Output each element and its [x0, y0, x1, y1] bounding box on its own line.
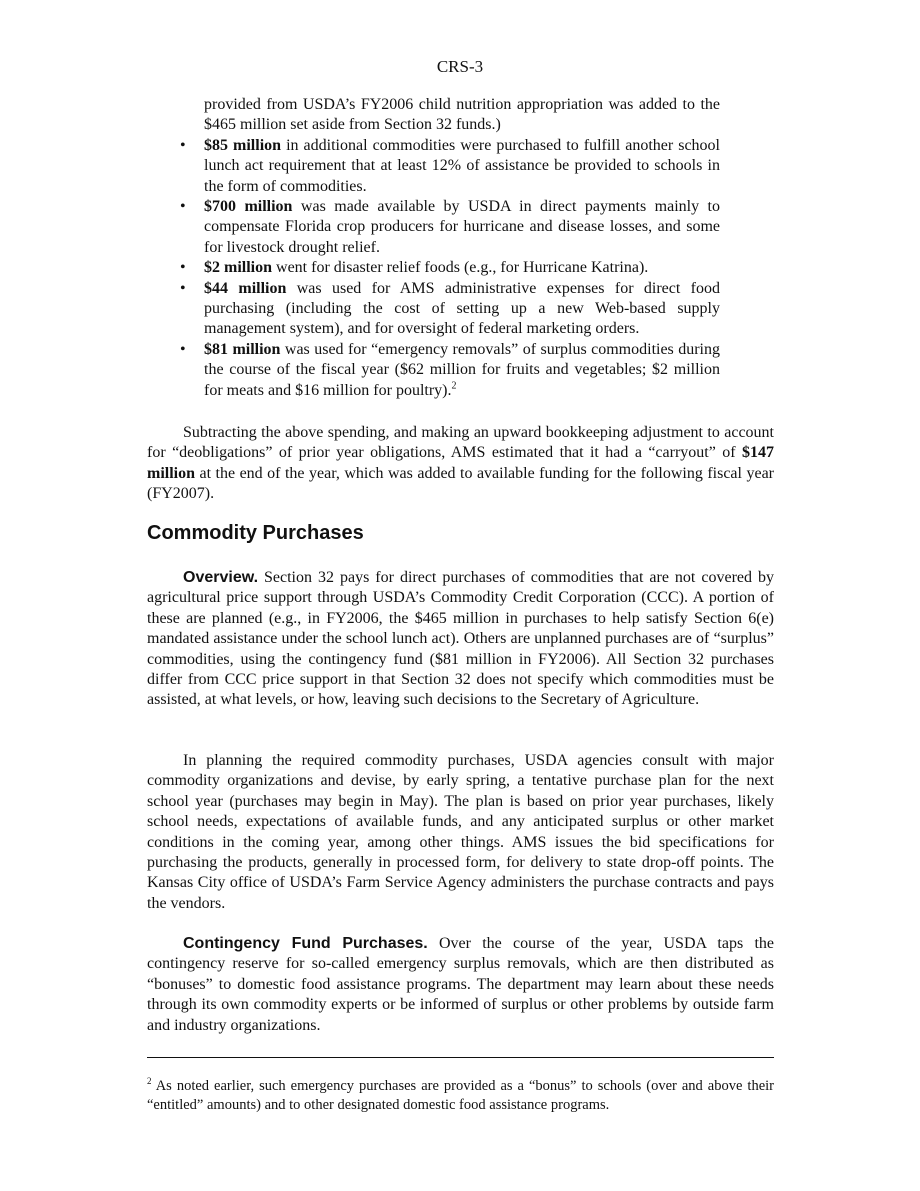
footnote-text: As noted earlier, such emergency purchases are provided as a “bonus” to schools (over and above their “entitled” amounts) and to other designated domestic food assistance programs. [147, 1078, 774, 1114]
contingency-text: Over the course of the year, USDA taps the contingency reserve for so-called emergency surplus removals, which are then distributed as “bonuses” to domestic food assistance programs. The department may learn about these needs through its own commodity experts or be informed of surplus or other problems by outside farm and industry organizations. [147, 935, 774, 1034]
bullet-dot-icon: • [180, 198, 186, 216]
section-heading-block [147, 522, 774, 545]
page-header: CRS-3 [436, 57, 484, 76]
bullet-section [180, 95, 720, 401]
bullet-dot-icon: • [180, 340, 186, 358]
bullet-text: in additional commodities were purchased to fulfill another school lunch act requirement that at least 12% of assistance be provided to schools in the form of commodities. [204, 136, 720, 195]
bullet-amount: $2 million [204, 259, 273, 277]
bullet-text: was used for AMS administrative expenses for direct food purchasing (including the cost of setting up a new Web-based supply management system), and for oversight of federal marketing orders. [204, 279, 720, 338]
bullet-item [180, 197, 720, 258]
footnote-reference[interactable]: 2 [451, 380, 457, 392]
planning-block [147, 751, 774, 914]
section-heading: Commodity Purchases [147, 522, 364, 544]
bullet-text: was made available by USDA in direct payments mainly to compensate Florida crop producers for hurricane and disease losses, and some for livestock drought relief. [204, 198, 720, 256]
footnote [147, 1077, 774, 1116]
bullet-item [180, 279, 720, 340]
carryout-text-after: at the end of the year, which was added to available funding for the following fiscal year (FY2007). [147, 464, 774, 503]
footnote-number: 2 [147, 1076, 152, 1087]
bullet-item [180, 258, 720, 278]
bullet-amount: $81 million [204, 340, 281, 358]
bullet-dot-icon: • [180, 259, 186, 277]
overview-text: Section 32 pays for direct purchases of commodities that are not covered by agricultural price support through USDA’s Commodity Credit Corporation (CCC). A portion of these are planned (e.g., in FY2006, the $465 million in purchases to help satisfy Section 6(e) mandated assistance under the school lunch act). Others are unplanned purchases are of “surplus” commodities, using the contingency fund ($81 million in FY2006). All Section 32 purchases differ from CCC price support in that Section 32 does not specify which commodities must be assisted, at what levels, or how, leaving such decisions to the Secretary of Agriculture. [147, 569, 774, 709]
overview-block [147, 568, 774, 711]
footnote-divider [147, 1057, 774, 1058]
bullet-amount: $85 million [204, 136, 282, 154]
bullet-text: went for disaster relief foods (e.g., for Hurricane Katrina). [272, 259, 649, 277]
carryout-text-before: Subtracting the above spending, and making an upward bookkeeping adjustment to account for “deobligations” of prior year obligations, AMS estimated that it had a “carryout” of [147, 424, 774, 462]
planning-paragraph: In planning the required commodity purchases, USDA agencies consult with major commodity organizations and devise, by early spring, a tentative purchase plan for the next school year (purchases may begin in May). The plan is based on prior year purchases, likely school needs, expectations of available funds, and any anticipated surplus or other market conditions in the coming year, among other things. AMS issues the bid specifications for purchasing the products, generally in processed form, for delivery to state drop-off points. The Kansas City office of USDA’s Farm Service Agency administers the purchase contracts and pays the vendors. [147, 752, 774, 912]
bullet-item [180, 136, 720, 197]
carryout-block [147, 423, 774, 505]
bullet-text: was used for “emergency removals” of surplus commodities during the course of the fiscal year ($62 million for fruits and vegetables; $2 million for meats and $16 million for poultry). [204, 340, 720, 399]
bullet-dot-icon: • [180, 279, 186, 297]
contingency-heading: Contingency Fund Purchases. [183, 935, 428, 952]
continuation-text: provided from USDA’s FY2006 child nutrition appropriation was added to the $465 million set aside from Section 32 funds.) [204, 96, 720, 134]
bullet-item [180, 340, 720, 401]
overview-paragraph [147, 568, 774, 711]
contingency-block [147, 934, 774, 1036]
carryout-paragraph [147, 423, 774, 505]
contingency-paragraph [147, 934, 774, 1036]
overview-heading: Overview. [183, 569, 259, 586]
bullet-amount: $44 million [204, 279, 287, 297]
bullet-amount: $700 million [204, 198, 293, 216]
bullet-dot-icon: • [180, 136, 186, 154]
carryout-amount: $147 million [147, 444, 774, 482]
bullet-list [180, 136, 720, 401]
